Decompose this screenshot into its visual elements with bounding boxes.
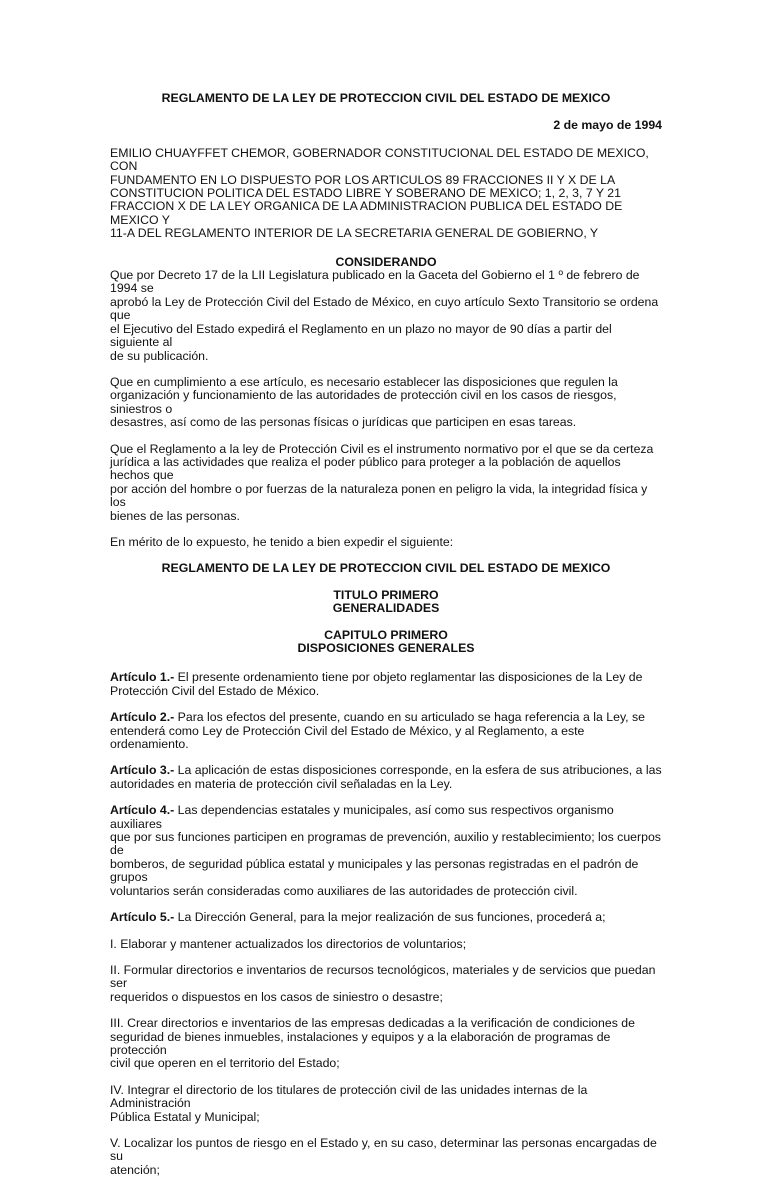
considerando-paragraph <box>110 443 662 523</box>
article-text: El presente ordenamiento tiene por objeto reglamentar las disposiciones de la Ley de <box>174 670 643 685</box>
paragraph-line: bienes de las personas. <box>110 508 240 523</box>
paragraph-line: el Ejecutivo del Estado expedirá el Reglamento en un plazo no mayor de 90 días a partir del siguiente al <box>110 321 612 350</box>
fraction-paragraph <box>110 938 662 951</box>
fraction-line: IV. Integrar el directorio de los titulares de protección civil de las unidades internas de la Administración <box>110 1082 588 1111</box>
article-text: Las dependencias estatales y municipales, así como sus respectivos organismo auxiliares <box>110 803 614 831</box>
fraction-line: I. Elaborar y mantener actualizados los directorios de voluntarios; <box>110 936 467 951</box>
preamble-line: CONSTITUCION POLITICA DEL ESTADO LIBRE Y SOBERANO DE MEXICO; 1, 2, 3, 7 Y 21 <box>110 186 621 201</box>
paragraph-line: organización y funcionamiento de las autoridades de protección civil en los casos de riesgos, siniestros o <box>110 388 617 416</box>
article-line <box>110 671 662 684</box>
article-text: La Dirección General, para la mejor realización de sus funciones, procederá a; <box>174 910 606 925</box>
paragraph-line: Que el Reglamento a la ley de Protección Civil es el instrumento normativo por el que se da certeza <box>110 441 654 456</box>
fraction-line: atención; <box>110 1162 160 1177</box>
article-line: que por sus funciones participen en programas de prevención, auxilio y restablecimiento; los cuerpos de <box>110 830 661 858</box>
fraction-line: III. Crear directorios e inventarios de las empresas dedicadas a la verificación de condiciones de <box>110 1016 635 1031</box>
capitulo-line: CAPITULO PRIMERO <box>324 627 448 642</box>
article-paragraph <box>110 911 662 924</box>
paragraph-line: aprobó la Ley de Protección Civil del Estado de México, en cuyo artículo Sexto Transitorio se ordena que <box>110 294 659 323</box>
article-label: Artículo 1.- <box>110 670 175 685</box>
considerando-paragraph <box>110 536 662 549</box>
article-line <box>110 711 662 724</box>
fraction-line: requeridos o dispuestos en los casos de siniestro o desastre; <box>110 989 443 1004</box>
article-paragraph <box>110 711 662 751</box>
preamble-line: FUNDAMENTO EN LO DISPUESTO POR LOS ARTICULOS 89 FRACCIONES II Y X DE LA <box>110 172 616 187</box>
article-line: entenderá como Ley de Protección Civil del Estado de México, y al Reglamento, a este ordenamiento. <box>110 723 585 752</box>
section-title: REGLAMENTO DE LA LEY DE PROTECCION CIVIL DEL ESTADO DE MEXICO <box>161 561 611 576</box>
preamble-line: FRACCION X DE LA LEY ORGANICA DE LA ADMINISTRACION PUBLICA DEL ESTADO DE MEXICO Y <box>110 199 623 227</box>
article-paragraph <box>110 804 662 898</box>
article-text: La aplicación de estas disposiciones corresponde, en la esfera de sus atribuciones, a las <box>174 763 662 778</box>
preamble-line: EMILIO CHUAYFFET CHEMOR, GOBERNADOR CONSTITUCIONAL DEL ESTADO DE MEXICO, CON <box>110 145 649 174</box>
article-label: Artículo 4.- <box>110 803 175 818</box>
article-paragraph <box>110 671 662 698</box>
fraction-line: II. Formular directorios e inventarios de recursos tecnológicos, materiales y de servicios que puedan ser <box>110 962 656 991</box>
fraction-paragraph <box>110 964 662 1004</box>
article-label: Artículo 3.- <box>110 763 175 778</box>
paragraph-line: Que en cumplimiento a ese artículo, es necesario establecer las disposiciones que regulen la <box>110 374 618 389</box>
titulo-heading <box>110 589 662 616</box>
titulo-line: GENERALIDADES <box>332 601 440 616</box>
fraction-line: seguridad de bienes inmuebles, instalaciones y equipos y a la elaboración de programas de protección <box>110 1029 611 1057</box>
considerando-paragraph <box>110 269 662 363</box>
titulo-line: TITULO PRIMERO <box>333 587 439 602</box>
capitulo-heading <box>110 629 662 656</box>
article-line: voluntarios serán consideradas como auxiliares de las autoridades de protección civil. <box>110 883 578 898</box>
article-line: Protección Civil del Estado de México. <box>110 683 320 698</box>
document-date: 2 de mayo de 1994 <box>553 118 662 133</box>
article-line: autoridades en materia de protección civil señaladas en la Ley. <box>110 776 453 791</box>
article-label: Artículo 5.- <box>110 910 175 925</box>
paragraph-line: Que por Decreto 17 de la LII Legislatura publicado en la Gaceta del Gobierno el 1 º de febrero de 1994 se <box>110 268 640 296</box>
paragraph-line: de su publicación. <box>110 348 209 363</box>
preamble-line: 11-A DEL REGLAMENTO INTERIOR DE LA SECRETARIA GENERAL DE GOBIERNO, Y <box>110 226 599 241</box>
fraction-paragraph <box>110 1084 662 1124</box>
fraction-paragraph <box>110 1017 662 1071</box>
fraction-line: Pública Estatal y Municipal; <box>110 1109 260 1124</box>
considerando-heading: CONSIDERANDO <box>335 254 437 269</box>
fraction-line: civil que operen en el territorio del Estado; <box>110 1056 340 1071</box>
article-text: Para los efectos del presente, cuando en su articulado se haga referencia a la Ley, se <box>174 710 645 725</box>
document-body <box>110 92 662 1177</box>
article-paragraph <box>110 764 662 791</box>
fraction-paragraph <box>110 1137 662 1177</box>
paragraph-line: desastres, así como de las personas físicas o jurídicas que participen en esas tareas. <box>110 415 577 430</box>
article-line <box>110 764 662 777</box>
capitulo-line: DISPOSICIONES GENERALES <box>297 641 475 655</box>
preamble-paragraph <box>110 147 662 241</box>
considerando-paragraph <box>110 376 662 430</box>
paragraph-line: jurídica a las actividades que realiza el poder público para proteger a la población de aquellos hechos que <box>110 454 621 483</box>
paragraph-line: por acción del hombre o por fuerzas de la naturaleza ponen en peligro la vida, la integridad física y los <box>110 481 648 510</box>
fraction-line: V. Localizar los puntos de riesgo en el Estado y, en su caso, determinar las personas encargadas de su <box>110 1135 657 1164</box>
article-line <box>110 911 662 924</box>
document-title: REGLAMENTO DE LA LEY DE PROTECCION CIVIL DEL ESTADO DE MEXICO <box>161 91 611 105</box>
article-line <box>110 804 662 831</box>
article-label: Artículo 2.- <box>110 710 175 725</box>
article-line: bomberos, de seguridad pública estatal y municipales y las personas registradas en el padrón de grupos <box>110 856 639 885</box>
paragraph-line: En mérito de lo expuesto, he tenido a bien expedir el siguiente: <box>110 534 454 549</box>
